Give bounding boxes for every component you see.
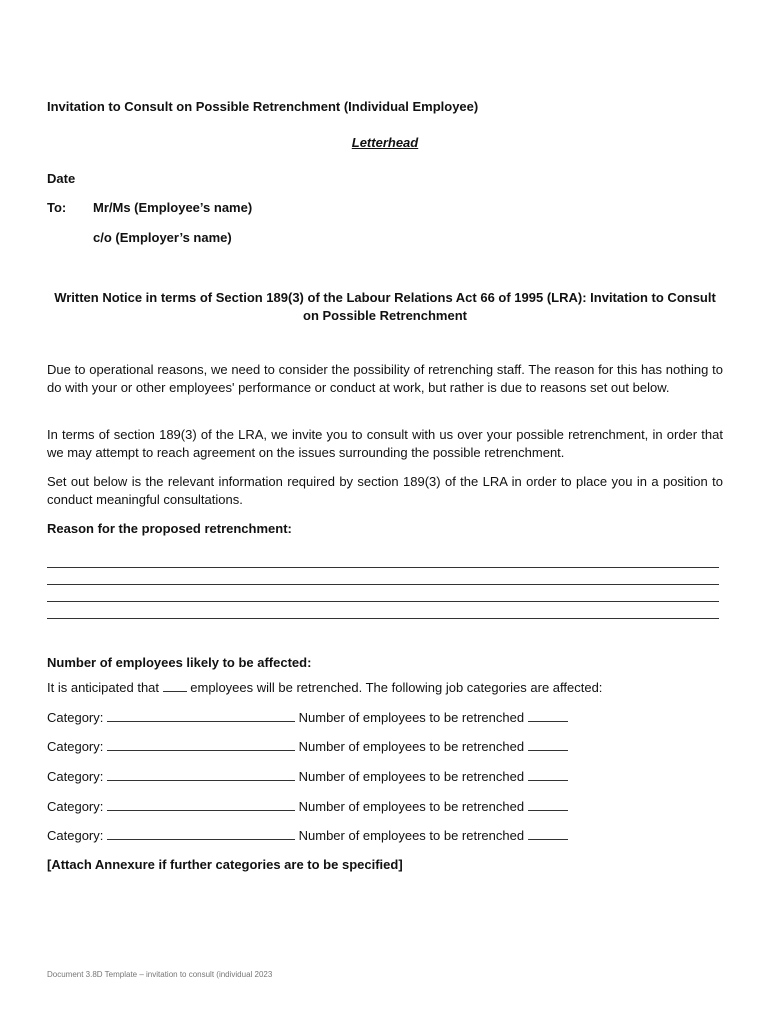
count-label: Number of employees to be retrenched	[298, 739, 525, 754]
category-label: Category:	[47, 828, 104, 843]
count-label: Number of employees to be retrenched	[298, 828, 525, 843]
category-blank	[107, 709, 295, 722]
category-row	[47, 827, 568, 843]
category-blank	[107, 768, 295, 781]
category-blank	[107, 738, 295, 751]
reason-blank-line	[47, 618, 719, 619]
category-blank	[107, 827, 295, 840]
annexure-note: [Attach Annexure if further categories are to be specified]	[47, 857, 403, 872]
anticipated-text-before: It is anticipated that	[47, 680, 160, 695]
count-blank	[528, 827, 568, 840]
count-blank	[528, 709, 568, 722]
count-label: Number of employees to be retrenched	[298, 769, 525, 784]
paragraph-invitation: In terms of section 189(3) of the LRA, we invite you to consult with us over your possible retrenchment, in order that we may attempt to reach agreement on the issues surrounding the possible retrenchment.	[47, 427, 723, 460]
category-label: Category:	[47, 799, 104, 814]
count-label: Number of employees to be retrenched	[298, 799, 525, 814]
number-affected-heading: Number of employees likely to be affected:	[47, 655, 312, 670]
employee-count-blank	[163, 679, 187, 692]
reason-blank-line	[47, 601, 719, 602]
category-label: Category:	[47, 769, 104, 784]
anticipated-sentence	[47, 679, 602, 695]
category-row	[47, 738, 568, 754]
category-blank	[107, 798, 295, 811]
count-blank	[528, 798, 568, 811]
category-row	[47, 798, 568, 814]
reason-heading: Reason for the proposed retrenchment:	[47, 521, 292, 536]
recipient-name: Mr/Ms (Employee’s name)	[93, 200, 253, 215]
paragraph-information: Set out below is the relevant information required by section 189(3) of the LRA in order to place you in a position to conduct meaningful consultations.	[47, 474, 723, 507]
document-footer: Document 3.8D Template – invitation to consult (individual 2023	[47, 970, 273, 979]
reason-blank-line	[47, 567, 719, 568]
document-title: Invitation to Consult on Possible Retrenchment (Individual Employee)	[47, 99, 479, 114]
count-label: Number of employees to be retrenched	[298, 710, 525, 725]
notice-heading: Written Notice in terms of Section 189(3) of the Labour Relations Act 66 of 1995 (LRA): Invitation to Consult on Possible Retrenchment	[54, 290, 716, 323]
count-blank	[528, 738, 568, 751]
category-label: Category:	[47, 710, 104, 725]
letterhead-placeholder: Letterhead	[351, 135, 419, 150]
to-label: To:	[47, 200, 67, 215]
paragraph-operational-reasons: Due to operational reasons, we need to consider the possibility of retrenching staff. The reason for this has nothing to do with your or other employees' performance or conduct at work, but rather is due to reasons set out below.	[47, 362, 723, 395]
category-row	[47, 768, 568, 784]
date-label: Date	[47, 171, 76, 186]
reason-blank-line	[47, 584, 719, 585]
count-blank	[528, 768, 568, 781]
anticipated-text-after: employees will be retrenched. The following job categories are affected:	[190, 680, 603, 695]
category-row	[47, 709, 568, 725]
category-label: Category:	[47, 739, 104, 754]
employer-care-of: c/o (Employer’s name)	[93, 230, 232, 245]
